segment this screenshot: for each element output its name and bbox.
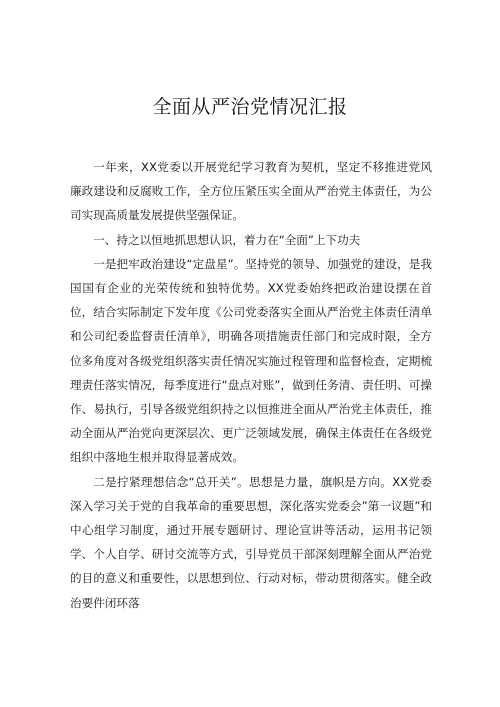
document-body <box>70 155 432 615</box>
paragraph-ideals-beliefs: 二是拧紧理想信念“总开关”。思想是力量，旗帜是方向。XX党委深入学习关于党的自我革命的重要思想，深化落实党委会”第一议题”和中心组学习制度，通过开展专题研讨、理论宣讲等活动，运用书记领学、个人自学、研讨交流等方式，引导党员干部深刻理解全面从严治党的目的意义和重要性，以思想到位、行动对标，带动贯彻落实。健全政治要件闭环落 <box>70 474 432 610</box>
section-heading-one: 一、持之以恒地抓思想认识，着力在“全面”上下功夫 <box>93 232 361 247</box>
paragraph-intro: 一年来，XX党委以开展党纪学习教育为契机，坚定不移推进党风廉政建设和反腐败工作，全方位压紧压实全面从严治党主体责任，为公司实现高质量发展提供坚强保证。 <box>70 160 432 223</box>
paragraph-political-building: 一是把牢政治建设“定盘星”。坚持党的领导、加强党的建设，是我国国有企业的光荣传统和独特优势。XX党委始终把政治建设摆在首位，结合实际制定下发年度《公司党委落实全面从严治党主体责任清单和公司纪委监督责任清单》，明确各项措施责任部门和完成时限，全方位多角度对各级党组织落实责任情况实施过程管理和监督检查，定期梳理责任落实情况，每季度进行“盘点对账”，做到任务清、责任明、可操作、易执行，引导各级党组织持之以恒推进全面从严治党主体责任，推动全面从严治党向更深层次、更广泛领域发展，确保主体责任在各级党组织中落地生根并取得显著成效。 <box>70 256 432 465</box>
document-title: 全面从严治党情况汇报 <box>152 96 348 118</box>
